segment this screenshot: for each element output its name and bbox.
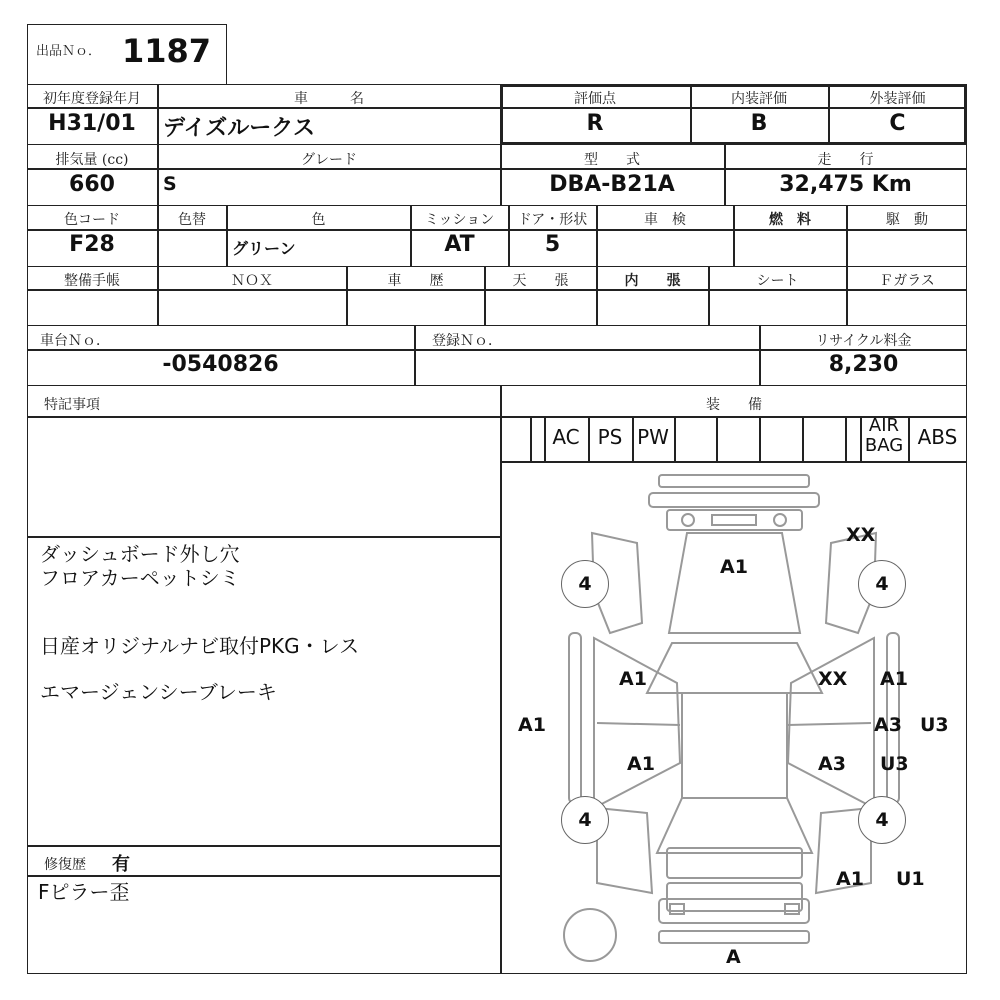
regno-label: 登録Ｎｏ． (432, 333, 502, 349)
lot-label: 出品Ｎｏ． (36, 44, 102, 59)
mark-rear-a: A1 (836, 868, 864, 890)
nox-label: ＮＯＸ (231, 273, 273, 289)
repaint-label: 色替 (178, 212, 206, 228)
equipment-cell: AIR BAG (864, 415, 904, 456)
mark-left-rear-door: A1 (627, 753, 655, 775)
equipment-label: 装 備 (706, 397, 762, 413)
grade-label: グレード (301, 152, 357, 168)
reg-value: H31/01 (48, 111, 136, 136)
reg-label: 初年度登録年月 (43, 91, 141, 107)
model-label: 型 式 (584, 152, 640, 168)
lot-number: 1187 (122, 32, 212, 70)
equipment-cell: ABS (917, 425, 958, 449)
recycle-label: リサイクル料金 (815, 333, 912, 349)
door-value: 5 (544, 232, 561, 257)
mileage-label: 走 行 (817, 152, 874, 168)
roof-label: 天 張 (512, 273, 569, 289)
mark-right-front-door-u: U3 (920, 714, 949, 736)
color-code-label: 色コード (64, 212, 120, 228)
interior-trim-label: 内 張 (624, 273, 681, 289)
repair-detail: Fピラー歪 (38, 880, 130, 904)
note-line-4: エマージェンシーブレーキ (40, 680, 277, 704)
tire-rear-right: 4 (858, 796, 906, 844)
drive-label: 駆 動 (886, 212, 928, 228)
mark-right-front-door-a: A3 (874, 714, 902, 736)
equipment-cell: PW (637, 425, 669, 449)
mark-rear-bumper: A (726, 946, 741, 968)
door-label: ドア・形状 (517, 212, 588, 228)
inspection-label: 車 検 (644, 212, 686, 228)
mark-hood: A1 (720, 556, 748, 578)
exterior-label: 外装評価 (869, 91, 926, 107)
note-line-1: ダッシュボード外し穴 (40, 542, 240, 566)
exterior-value: C (889, 111, 906, 136)
score-value: R (586, 111, 604, 136)
mark-right-front: A1 (880, 668, 908, 690)
tire-front-right: 4 (858, 560, 906, 608)
mark-rear-u: U1 (896, 868, 925, 890)
disp-label: 排気量 (cc) (55, 152, 129, 168)
notes-label: 特記事項 (44, 397, 100, 413)
note-line-2: フロアカーペットシミ (40, 566, 240, 590)
grade-value: S (163, 173, 177, 195)
note-line-3: 日産オリジナルナビ取付PKG・レス (40, 634, 360, 658)
model-value: DBA-B21A (549, 172, 675, 197)
maintenance-label: 整備手帳 (64, 273, 120, 289)
interior-label: 内装評価 (731, 91, 787, 107)
fuel-label: 燃 料 (769, 212, 811, 228)
mark-right-rear-door-u: U3 (880, 753, 909, 775)
disp-value: 660 (69, 172, 115, 197)
mark-left-side: A1 (518, 714, 546, 736)
tire-rear-left: 4 (561, 796, 609, 844)
history-label: 車 歴 (387, 273, 444, 289)
interior-value: B (750, 111, 768, 136)
mission-label: ミッション (424, 212, 495, 228)
name-label: 車 名 (294, 91, 364, 107)
color-code-value: F28 (69, 232, 115, 257)
mission-value: AT (444, 232, 475, 257)
mark-front-top: XX (846, 524, 876, 546)
fglass-label: Ｆガラス (879, 273, 935, 289)
equipment-cell: PS (597, 425, 623, 449)
seat-label: シート (756, 273, 799, 289)
mileage-value: 32,475 Km (779, 172, 912, 197)
score-label: 評価点 (574, 91, 616, 107)
color-label: 色 (311, 212, 326, 228)
mark-right-rear-door-a: A3 (818, 753, 846, 775)
mark-left-front-door: A1 (619, 668, 647, 690)
tire-front-left: 4 (561, 560, 609, 608)
chassis-value: -0540826 (162, 352, 279, 377)
color-value: グリーン (232, 239, 296, 258)
name-value: デイズルークス (163, 116, 316, 141)
chassis-label: 車台Ｎｏ． (40, 333, 110, 349)
recycle-value: 8,230 (828, 352, 899, 377)
repair-label: 修復歴 (44, 857, 86, 873)
repair-value: 有 (112, 854, 130, 875)
mark-right-pillar: XX (818, 668, 848, 690)
equipment-cell: AC (552, 425, 580, 449)
